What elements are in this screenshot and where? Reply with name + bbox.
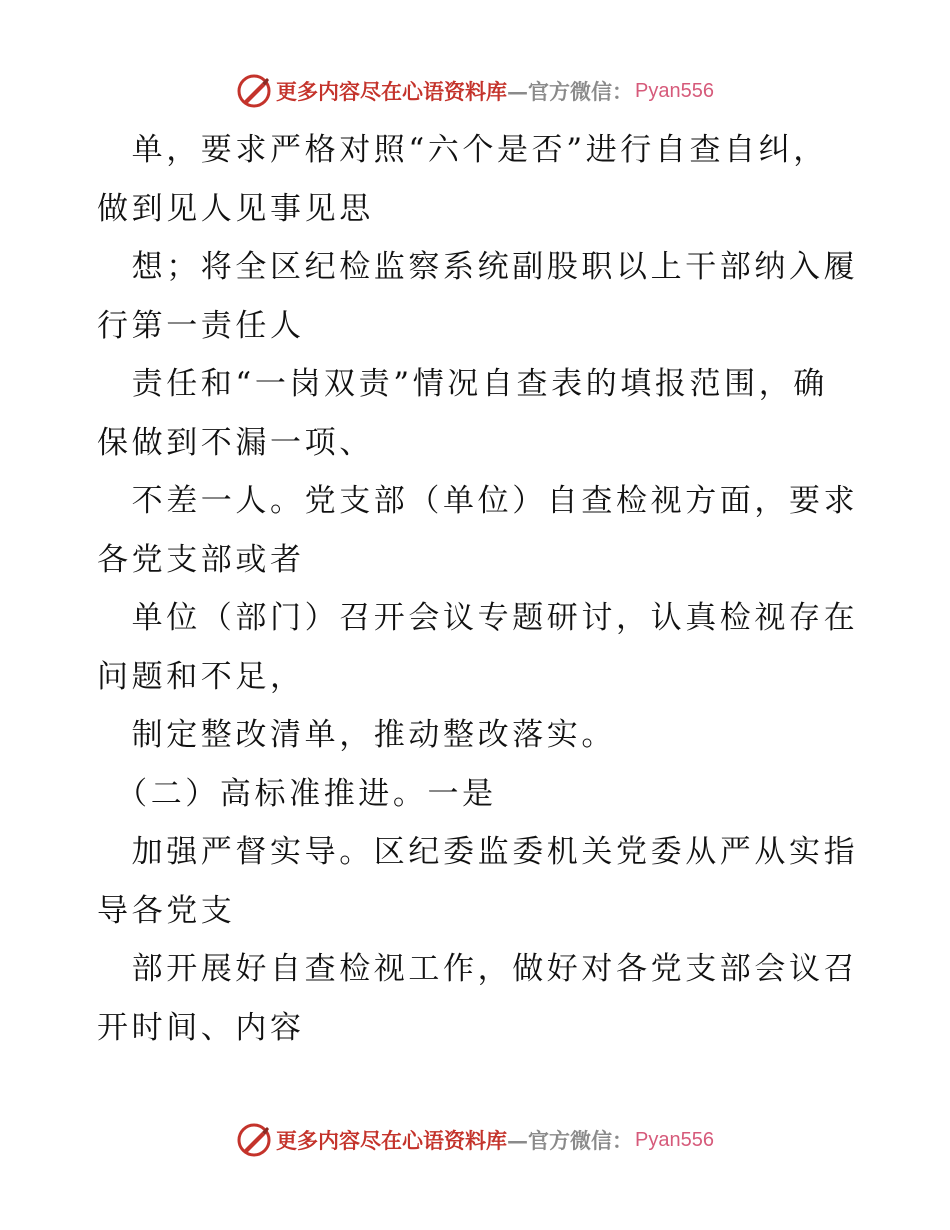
body-line: 制定整改清单，推动整改落实。 — [97, 717, 616, 753]
body-line: 做到见人见事见思 — [97, 190, 374, 227]
document-body — [97, 121, 857, 1057]
body-line: 不差一人。党支部（单位）自查检视方面，要求 — [97, 483, 859, 519]
body-line: 开时间、内容 — [97, 1009, 305, 1046]
pen-logo-icon — [236, 73, 272, 109]
header-banner — [0, 71, 950, 111]
footer-banner-title: 更多内容尽在心语资料库 — [276, 1128, 508, 1153]
footer-banner-id: Pyan556 — [635, 1128, 714, 1151]
header-banner-wechat: 官方微信： — [528, 79, 634, 104]
body-line: 想；将全区纪检监察系统副股职以上干部纳入履 — [97, 249, 859, 285]
body-line: 加强严督实导。区纪委监委机关党委从严从实指 — [97, 834, 859, 870]
footer-banner-dash: — — [507, 1127, 529, 1153]
body-line: 责任和“一岗双责”情况自查表的填报范围，确 — [97, 366, 828, 402]
body-line: 导各党支 — [97, 892, 236, 929]
body-line: 行第一责任人 — [97, 307, 305, 344]
footer-banner — [0, 1120, 950, 1160]
body-line: 单位（部门）召开会议专题研讨，认真检视存在 — [97, 600, 859, 636]
header-banner-title: 更多内容尽在心语资料库 — [276, 79, 508, 104]
body-line: 单，要求严格对照“六个是否”进行自查自纠， — [97, 132, 828, 168]
pen-logo-icon — [236, 1122, 272, 1158]
body-line: 保做到不漏一项、 — [97, 424, 374, 461]
body-line: （二）高标准推进。一是 — [97, 775, 497, 812]
body-line: 各党支部或者 — [97, 541, 305, 578]
body-line: 部开展好自查检视工作，做好对各党支部会议召 — [97, 951, 859, 987]
footer-banner-wechat: 官方微信： — [528, 1128, 634, 1153]
body-line: 问题和不足， — [97, 658, 305, 695]
header-banner-id: Pyan556 — [635, 79, 714, 102]
header-banner-dash: — — [507, 78, 529, 104]
